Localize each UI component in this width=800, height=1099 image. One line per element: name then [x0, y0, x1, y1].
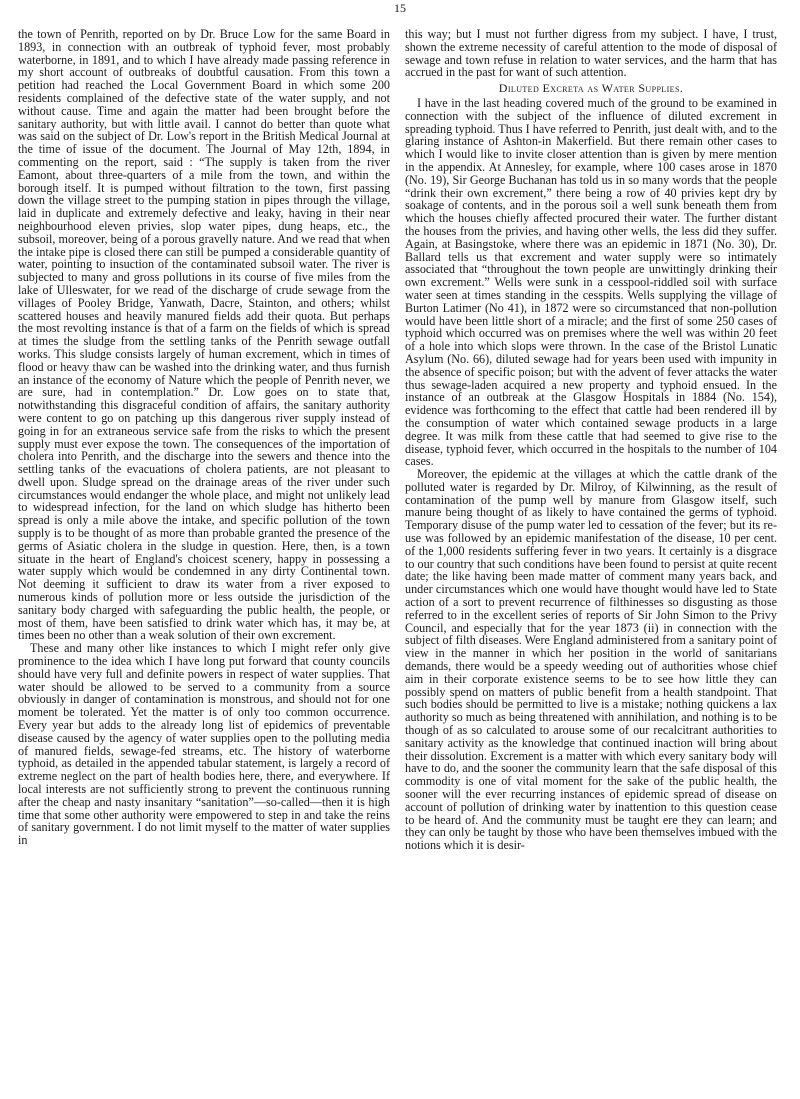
right-column — [405, 28, 777, 852]
paragraph: I have in the last heading covered much of the ground to be examined in connection with the subject of the influence of diluted excrement in spreading typhoid. Thus I have referred to Penrith, just dealt with, and to the glaring instance of Ashton-in Makerfield. But there remain other cases to which I would like to invite closer attention than is given by mere mention in the appendix. At Annesley, for example, where 100 cases arose in 1870 (No. 19), Sir George Buchanan has told us in so many words that the people “drink their own excrement,” there being a row of 40 privies kept dry by soakage of contents, and in the porous soil a well sunk beneath them from which the houses chiefly affected procured their water. The further distant the houses from the privies, and having other wells, the less did they suffer. Again, at Basingstoke, where there was an epidemic in 1871 (No. 30), Dr. Ballard tells us that excrement and water supply were so intimately associated that “throughout the town people are unwittingly drinking their own excrement.” Wells were sunk in a cesspool-riddled soil with surface water seen at times standing in the cesspits. Wells supplying the village of Burton Latimer (No 41), in 1872 were so circumstanced that non-pollution would have been little short of a miracle; and the first of some 250 cases of typhoid which occurred was on premises where the well was within 20 feet of a hole into which slops were thrown. In the case of the Bristol Lunatic Asylum (No. 66), diluted sewage had for years been used with impunity in the absence of specific poison; but with the advent of fever attacks the water thus sewage-laden acquired a new property and typhoid ensued. In the instance of an outbreak at the Glasgow Hospitals in 1884 (No. 154), evidence was forthcoming to the effect that cattle had been rendered ill by the consumption of water which contained sewage products in a large degree. It was milk from these cattle that had seemed to give rise to the disease, typhoid fever, which occurred in the hospitals to the number of 104 cases. — [405, 95, 777, 469]
left-column — [18, 28, 390, 847]
section-heading: Diluted Excreta as Water Supplies. — [498, 81, 684, 96]
paragraph: Moreover, the epidemic at the villages at which the cattle drank of the polluted water is regarded by Dr. Milroy, of Kilwinning, as the result of contamination of the pump well by manure from Glasgow itself, such manure being thought of as likely to have contained the germs of typhoid. Temporary disuse of the pump water led to cessation of the fever; but its re-use was followed by an epidemic manifestation of the disease, 10 per cent. of the 1,000 residents suffering fever in two years. It certainly is a disgrace to our country that such conditions have been found to persist at quite recent date; the like having been made matter of comment many years back, and under circumstances which one would have thought would have led to State action of a sort to prevent recurrence of filthinesses so disgusting as those referred to in the excellent series of reports of Sir John Simon to the Privy Council, and especially that for the year 1873 (ii) in connection with the subject of filth diseases. Were England administered from a sanitary point of view in the manner in which her position in the world of sanitarians demands, there would be a speedy weeding out of authorities whose chief aim in their corporate existence seems to be to see how little they can possibly spend on matters of public benefit from a health standpoint. That such bodies should be permitted to live is a mistake; nothing quickens a lax authority so much as being threatened with annihilation, and nothing is to be though of as so calculated to arouse some of our recalcitrant authorities to sanitary activity as the knowledge that continued inaction will bring about their dissolution. Excrement is a matter with which every sanitary body will have to do, and the sooner the community learn that the safe disposal of this commodity is one of vital moment for the sake of the public health, the sooner will the ever recurring instances of epidemic spread of disease on account of pollution of drinking water by inattention to this question cease to be heard of. And the community must be taught ere they can learn; and they can only be taught by those who have been themselves imbued with the notions which it is desir- — [405, 467, 777, 853]
paragraph: These and many other like instances to which I might refer only give prominence to the idea which I have long put forward that county councils should have very full and definite powers in respect of water supplies. That water should be allowed to be served to a community from a source obviously in danger of contamination is monstrous, and should not for one moment be tolerated. Yet the matter is of only too common occurrence. Every year but adds to the already long list of epidemics of preventable disease caused by the agency of water supplies open to the polluting media of manured fields, sewage-fed streams, etc. The history of waterborne typhoid, as detailed in the appended tabular statement, is largely a record of extreme neglect on the part of health bodies here, there, and everywhere. If local interests are not sufficiently strong to prevent the continuous running after the cheap and nasty insanitary “sanitation”—so-called—then it is high time that some other authority were empowered to step in and take the reins of sanitary government. I do not limit myself to the matter of water supplies in — [18, 641, 390, 848]
page-number: 15 — [394, 1, 406, 15]
paragraph: the town of Penrith, reported on by Dr. Bruce Low for the same Board in 1893, in connection with an outbreak of typhoid fever, most probably waterborne, in 1891, and to which I have already made passing reference in my short account of outbreaks of doubtful causation. From this town a petition had reached the Local Government Board in which some 200 residents complained of the defective state of the water supply, and not without cause. Time and again the matter had been brought before the sanitary authority, but with little avail. I cannot do better than quote what was said on the subject of Dr. Low's report in the British Medical Journal at the time of issue of the document. The Journal of May 12th, 1894, in commenting on the report, said : “The supply is taken from the river Eamont, about three-quarters of a mile from the town, and within the borough itself. It is pumped without filtration to the town, first passing down the village street to the pumping station in pipes through the village, laid in duplicate and extremely defective and leaky, having in their near neighbourhood eleven privies, slop water pipes, dung heaps, etc., the subsoil, moreover, being of a porous gravelly nature. And we read that when the intake pipe is closed there can still be pumped a considerable quantity of water, pointing to insuction of the contaminated subsoil water. The river is subjected to many and gross pollutions in its course of five miles from the lake of Ulleswater, for we read of the discharge of crude sewage from the villages of Pooley Bridge, Yanwath, Dacre, Stainton, and others; whilst scattered houses and heavily manured fields add their quota. But perhaps the most revolting instance is that of a farm on the fields of which is spread at times the sludge from the settling tanks of the Penrith sewage outfall works. This sludge consists largely of human excrement, which in times of flood or heavy thaw can be washed into the drinking water, and thus furnish an instance of the economy of Nature which the people of Penrith never, we are sure, had in contemplation.” Dr. Low goes on to state that, notwithstanding this disgraceful condition of affairs, the sanitary authority were content to go on patching up this dangerous river supply instead of going in for an extraneous service safe from the risks to which the present supply must ever expose the town. The consequences of the importation of cholera into Penrith, and the discharge into the sewers and thence into the settling tanks of the evacuations of cholera patients, are not pleasant to dwell upon. Sludge spread on the drainage areas of the river under such circumstances would endanger the whole place, and might not unlikely lead to widespread infection, for the land on which sludge has hitherto been spread is only a mile above the intake, and specific pollution of the town supply is to be thought of as more than probable granted the presence of the germs of Asiatic cholera in the sludge in question. Here, then, is a town situate in the heart of England's choicest scenery, happy in possessing a water supply which would be condemned in any dirty Continental town. Not deeming it sufficient to draw its water from a river exposed to numerous kinds of pollution more or less outside the jurisdiction of the sanitary body charged with safeguarding the public health, the people, or most of them, have been satisfied to drink water which has, it may be, at times been no other than a weak solution of their own excrement. — [18, 27, 390, 643]
paragraph: this way; but I must not further digress from my subject. I have, I trust, shown the extreme necessity of careful attention to the mode of disposal of sewage and town refuse in relation to water services, and the harm that has accrued in the past for want of such attention. — [405, 27, 777, 80]
